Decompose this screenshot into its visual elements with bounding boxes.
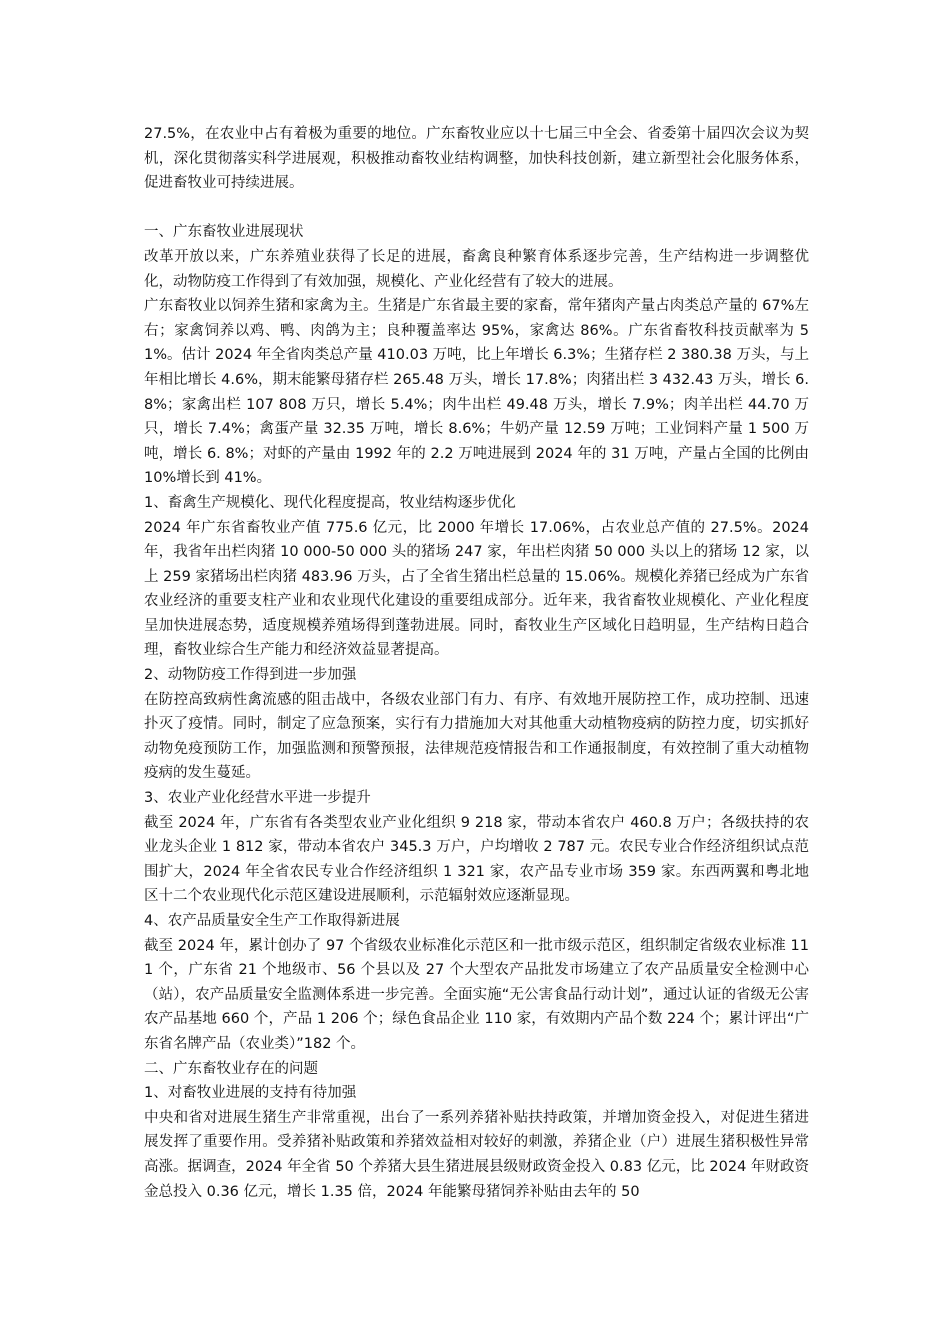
paragraph: 截至 2024 年，累计创办了 97 个省级农业标准化示范区和一批市级示范区，组织制定省级农业标准 111 个，广东省 21 个地级市、56 个县以及 27 个大型农产品批发市场建立了农产品质量安全检测中心（站），农产品质量安全监测体系进一步完善。全面实施“无公害食品行动计划”，通过认证的省级无公害农产品基地 660 个，产品 1 206 个；绿色食品企业 110 家，有效期内产品个数 224 个；累计评出“广东省名牌产品（农业类）”182 个。 — [144, 937, 809, 1052]
paragraph: 27.5%，在农业中占有着极为重要的地位。广东畜牧业应以十七届三中全会、省委第十届四次会议为契机，深化贯彻落实科学进展观，积极推动畜牧业结构调整，加快科技创新，建立新型社会化服务体系，促进畜牧业可持续进展。 — [144, 126, 809, 192]
paragraph: 改革开放以来，广东养殖业获得了长足的进展，畜禽良种繁育体系逐步完善，生产结构进一步调整优化，动物防疫工作得到了有效加强，规模化、产业化经营有了较大的进展。 — [144, 248, 809, 290]
subsection-heading: 4、农产品质量安全生产工作取得新进展 — [144, 913, 400, 929]
paragraph: 在防控高致病性禽流感的阻击战中，各级农业部门有力、有序、有效地开展防控工作，成功控制、迅速扑灭了疫情。同时，制定了应急预案，实行有力措施加大对其他重大动植物疫病的防控力度，切实抓好动物免疫预防工作，加强监测和预警预报，法律规范疫情报告和工作通报制度，有效控制了重大动植物疫病的发生蔓延。 — [144, 691, 809, 782]
document-page — [144, 122, 809, 1204]
subsection-heading: 2、动物防疫工作得到进一步加强 — [144, 667, 357, 684]
subsection-heading: 3、农业产业化经营水平进一步提升 — [144, 790, 371, 807]
subsection-heading: 1、畜禽生产规模化、现代化程度提高，牧业结构逐步优化 — [144, 494, 516, 511]
subsection-heading: 1、对畜牧业进展的支持有待加强 — [144, 1085, 357, 1102]
paragraph: 中央和省对进展生猪生产非常重视，出台了一系列养猪补贴扶持政策，并增加资金投入，对促进生猪进展发挥了重要作用。受养猪补贴政策和养猪效益相对较好的刺激，养猪企业（户）进展生猪积极性异常高涨。据调查，2024 年全省 50 个养猪大县生猪进展县级财政资金投入 0.83 亿元，比 2024 年财政资金总投入 0.36 亿元，增长 1.35 倍，2024 年能繁母猪饲养补贴由去年的 50 — [144, 1109, 809, 1200]
paragraph: 截至 2024 年，广东省有各类型农业产业化组织 9 218 家，带动本省农户 460.8 万户；各级扶持的农业龙头企业 1 812 家，带动本省农户 345.3 万户，户均增收 2 787 元。农民专业合作经济组织试点范围扩大，2024 年全省农民专业合作经济组织 1 321 家，农产品专业市场 359 家。东西两翼和粤北地区十二个农业现代化示范区建设进展顺利，示范辐射效应逐渐显现。 — [144, 814, 809, 905]
paragraph: 广东畜牧业以饲养生猪和家禽为主。生猪是广东省最主要的家畜，常年猪肉产量占肉类总产量的 67%左右；家禽饲养以鸡、鸭、肉鸽为主；良种覆盖率达 95%，家禽达 86%。广东省畜牧科技贡献率为 51%。估计 2024 年全省肉类总产量 410.03 万吨，比上年增长 6.3%；生猪存栏 2 380.38 万头，与上年相比增长 4.6%，期末能繁母猪存栏 265.48 万头，增长 17.8%；肉猪出栏 3 432.43 万头，增长 6.8%；家禽出栏 107 808 万只，增长 5.4%；肉牛出栏 49.48 万头，增长 7.9%；肉羊出栏 44.70 万只，增长 7.4%；禽蛋产量 32.35 万吨，增长 8.6%；牛奶产量 12.59 万吨；工业饲料产量 1 500 万吨，增长 6. 8%；对虾的产量由 1992 年的 2.2 万吨进展到 2024 年的 31 万吨，产量占全国的比例由 10%增长到 41%。 — [144, 298, 810, 487]
paragraph-gap — [144, 196, 809, 221]
section-heading: 二、广东畜牧业存在的问题 — [144, 1060, 318, 1077]
section-heading: 一、广东畜牧业进展现状 — [144, 224, 304, 241]
paragraph: 2024 年广东省畜牧业产值 775.6 亿元，比 2000 年增长 17.06%，占农业总产值的 27.5%。2024 年，我省年出栏肉猪 10 000-50 000 头的猪场 247 家，年出栏肉猪 50 000 头以上的猪场 12 家，以上 259 家猪场出栏肉猪 483.96 万头，占了全省生猪出栏总量的 15.06%。规模化养猪已经成为广东省农业经济的重要支柱产业和农业现代化建设的重要组成部分。近年来，我省畜牧业规模化、产业化程度呈加快进展态势，适度规模养殖场得到蓬勃进展。同时，畜牧业生产区域化日趋明显，生产结构日趋合理，畜牧业综合生产能力和经济效益显著提高。 — [144, 519, 809, 659]
